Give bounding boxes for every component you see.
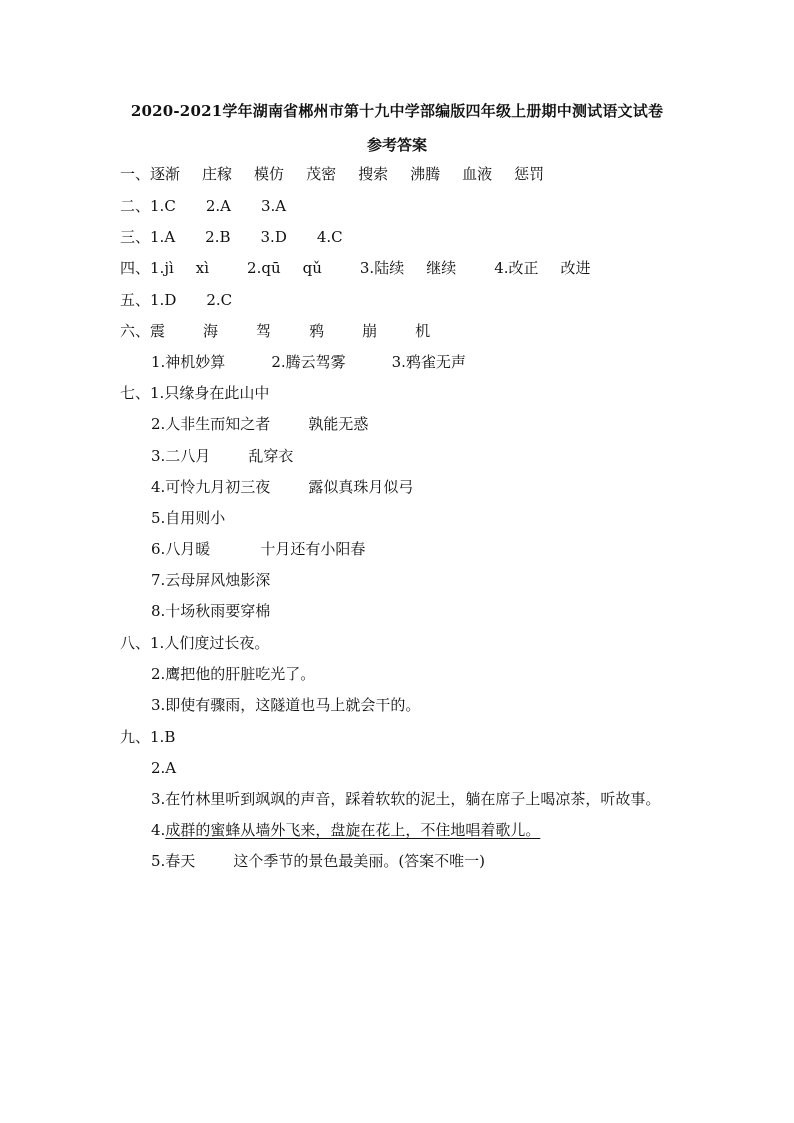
section-1 [120, 164, 544, 184]
section-7-label: 七、 [120, 384, 151, 402]
answer-item: 3.即使有骤雨，这隧道也马上就会干的。 [151, 696, 421, 714]
answer-item: 2.qū [247, 259, 281, 277]
answer-word: 血液 [462, 165, 493, 183]
answer-item: 乱穿衣 [248, 447, 294, 465]
section-7-line-6 [151, 539, 365, 559]
section-4-label: 四、 [120, 259, 151, 277]
answer-item: 十月还有小阳春 [260, 540, 366, 558]
answer-item: 5.春天 [151, 852, 196, 870]
answer-item: 露似真珠月似弓 [308, 478, 414, 496]
document-subtitle: 参考答案 [366, 136, 427, 154]
section-8-line-2 [151, 664, 315, 684]
section-5-label: 五、 [120, 291, 151, 309]
answer-item: 5.自用则小 [151, 509, 226, 527]
answer-item: 2.鹰把他的肝脏吃光了。 [151, 665, 316, 683]
answer-item: 这个季节的景色最美丽。(答案不唯一) [233, 852, 486, 870]
answer-item: 2.人非生而知之者 [151, 415, 271, 433]
answer-item: 1.只缘身在此山中 [150, 384, 270, 402]
answer-item: 2.B [205, 228, 231, 246]
answer-word: 沸腾 [410, 165, 441, 183]
section-9-line-2 [151, 758, 176, 778]
answer-item: 3.A [260, 197, 287, 215]
section-7-line-8 [151, 601, 270, 621]
section-9-label: 九、 [120, 728, 151, 746]
answer-item: 4.可怜九月初三夜 [151, 478, 271, 496]
answer-word: 庄稼 [202, 165, 233, 183]
answer-item: 1.人们度过长夜。 [150, 634, 270, 652]
section-9-line-5 [151, 851, 485, 871]
section-3-label: 三、 [120, 228, 151, 246]
answer-item: 7.云母屏风烛影深 [151, 571, 271, 589]
answer-item: 孰能无惑 [308, 415, 369, 433]
section-6 [120, 321, 430, 341]
section-3 [120, 227, 343, 247]
answer-item: 2.A [205, 197, 231, 215]
section-7-line-2 [151, 414, 368, 434]
answer-word: 模仿 [254, 165, 285, 183]
section-2 [120, 196, 286, 216]
answer-item: 3.在竹林里听到飒飒的声音，踩着软软的泥土，躺在席子上喝凉茶，听故事。 [151, 790, 661, 808]
answer-word: 茂密 [306, 165, 337, 183]
section-7-line-3 [151, 446, 293, 466]
answer-word: 逐渐 [150, 165, 181, 183]
answer-item: 3.陆续 [359, 259, 405, 277]
answer-item: 3.鸦雀无声 [391, 353, 466, 371]
section-7-line-5 [151, 508, 225, 528]
answer-item: 2.A [151, 759, 177, 777]
answer-item: 3.D [260, 228, 287, 246]
answer-char: 震 [150, 322, 166, 340]
answer-item: 2.腾云驾雾 [271, 353, 346, 371]
section-8-line-3 [151, 695, 420, 715]
answer-item: 8.十场秋雨要穿棉 [151, 602, 271, 620]
answer-item: 继续 [426, 259, 457, 277]
answer-word: 惩罚 [514, 165, 545, 183]
answer-item: 4. [151, 821, 166, 839]
answer-item: 1.D [150, 291, 177, 309]
answer-item: 1.C [150, 197, 176, 215]
section-2-label: 二、 [120, 197, 151, 215]
answer-item: 4.C [316, 228, 343, 246]
answer-item: 1.A [150, 228, 176, 246]
section-7 [120, 383, 269, 403]
answer-item: 改进 [560, 259, 591, 277]
section-7-line-7 [151, 570, 270, 590]
answer-item: xì [195, 259, 210, 277]
section-8-label: 八、 [120, 634, 151, 652]
section-9-line-3 [151, 789, 660, 809]
answer-word: 搜索 [358, 165, 389, 183]
section-6-sub [151, 352, 466, 372]
answer-char: 驾 [256, 322, 272, 340]
answer-item: 1.B [150, 728, 176, 746]
section-4 [120, 258, 591, 278]
answer-char: 海 [203, 322, 219, 340]
section-9 [120, 727, 175, 747]
answer-item: 3.二八月 [151, 447, 211, 465]
answer-item: qǔ [302, 259, 322, 277]
answer-item: 1.神机妙算 [151, 353, 226, 371]
answer-item: 6.八月暖 [151, 540, 211, 558]
answer-item: 4.改正 [494, 259, 539, 277]
answer-item: 1.jì [150, 259, 174, 277]
answer-char: 机 [415, 322, 431, 340]
answer-char: 崩 [362, 322, 378, 340]
document-title: 2020-2021学年湖南省郴州市第十九中学部编版四年级上册期中测试语文试卷 [130, 102, 664, 120]
section-1-label: 一、 [120, 165, 151, 183]
section-7-line-4 [151, 477, 413, 497]
section-9-line-4 [151, 820, 540, 840]
answer-item: 2.C [206, 291, 233, 309]
underlined-answer: 成群的蜜蜂从墙外飞来，盘旋在花上，不住地唱着歌儿。 [165, 821, 541, 839]
section-6-label: 六、 [120, 322, 151, 340]
answer-char: 鸦 [309, 322, 325, 340]
section-8 [120, 633, 269, 653]
section-5 [120, 290, 232, 310]
